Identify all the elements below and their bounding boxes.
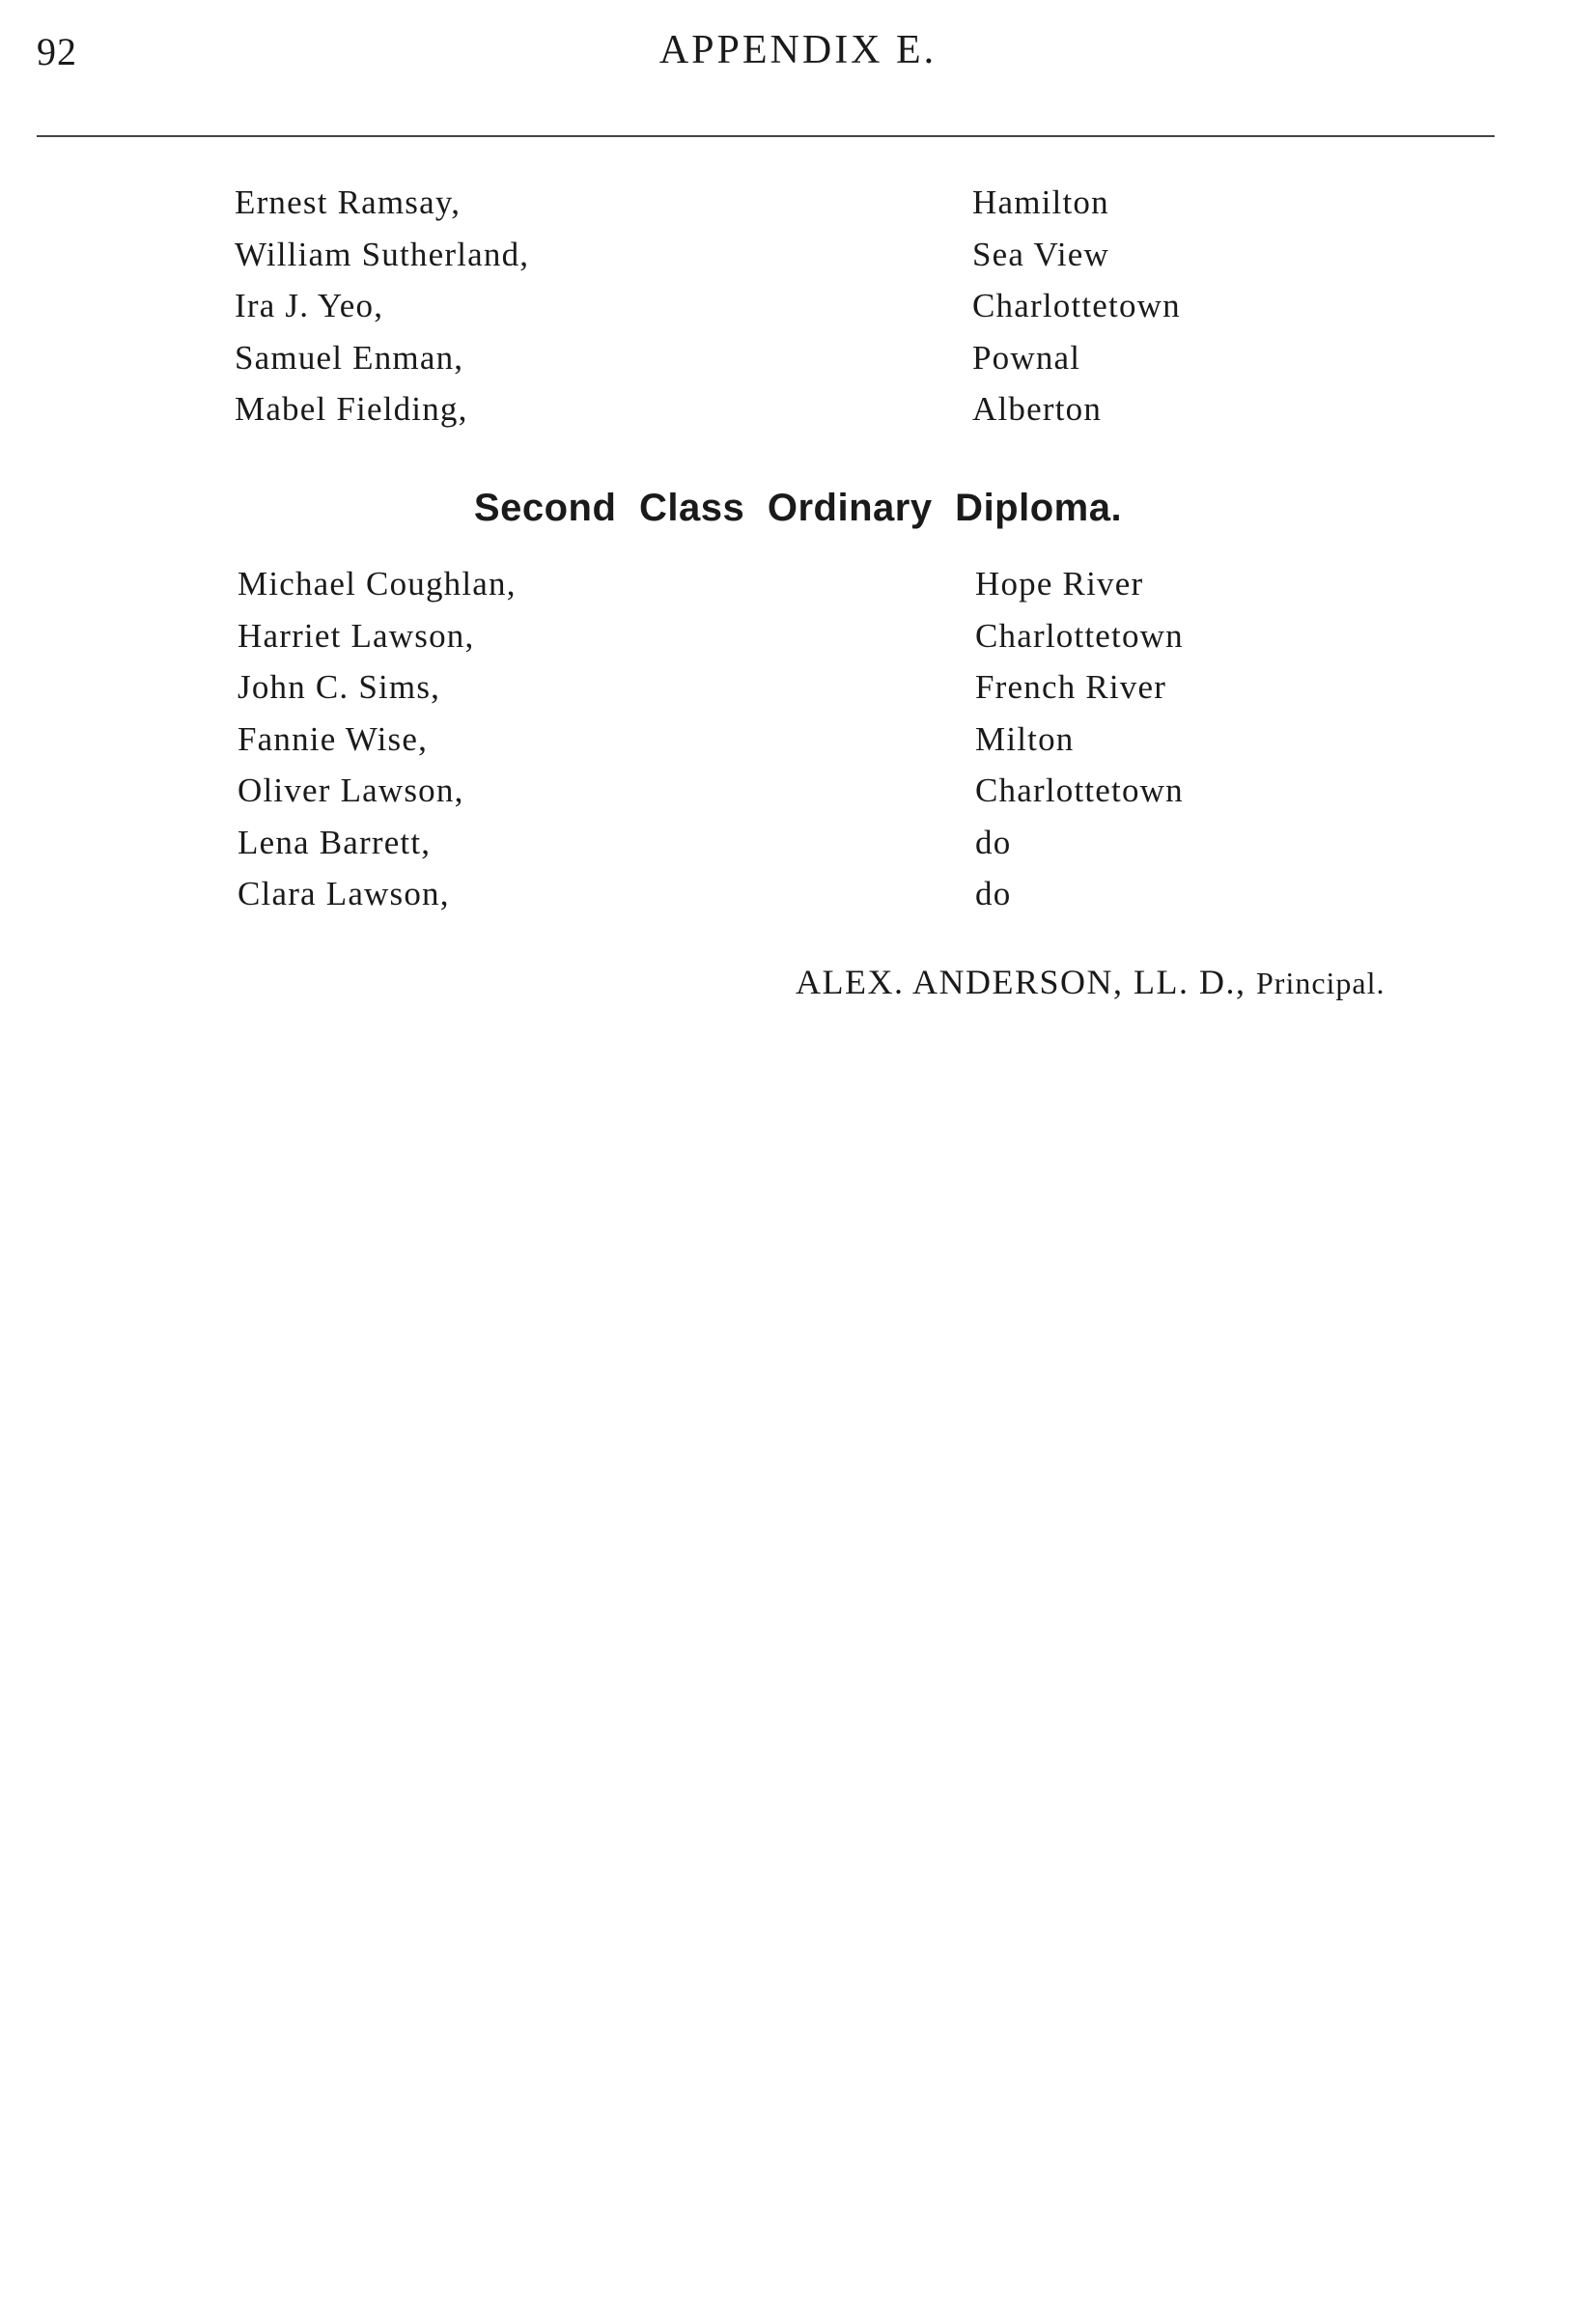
list-item [0, 565, 1596, 617]
list-item [0, 771, 1596, 824]
list-item [0, 668, 1596, 720]
graduate-name: William Sutherland, [235, 235, 530, 273]
list-item [0, 824, 1596, 876]
list-item [0, 287, 1596, 339]
list-item [0, 617, 1596, 669]
list-item [0, 236, 1596, 288]
running-head: APPENDIX E. [658, 28, 938, 72]
graduate-place: Charlottetown [975, 771, 1184, 809]
second-class-diploma-list [0, 565, 1596, 927]
graduate-place: Sea View [972, 235, 1109, 273]
list-item [0, 720, 1596, 772]
section-heading: Second Class Ordinary Diploma. [473, 487, 1123, 529]
list-item [0, 339, 1596, 391]
graduate-name: Clara Lawson, [238, 875, 450, 912]
graduate-name: Harriet Lawson, [238, 616, 475, 655]
graduate-name: John C. Sims, [238, 668, 441, 706]
list-item [0, 390, 1596, 442]
graduate-place: Milton [975, 719, 1075, 758]
signature-line [796, 962, 1386, 1002]
graduate-place: Alberton [972, 390, 1103, 428]
header-rule [37, 135, 1495, 137]
graduate-name: Oliver Lawson, [238, 771, 464, 809]
ditto-mark: do [975, 823, 1012, 861]
graduate-place: Charlottetown [975, 616, 1184, 655]
page-number: 92 [37, 30, 77, 73]
first-diploma-list [0, 183, 1596, 442]
graduate-name: Mabel Fielding, [235, 390, 468, 428]
graduate-name: Fannie Wise, [238, 719, 429, 758]
graduate-place: Hamilton [972, 183, 1109, 221]
graduate-name: Lena Barrett, [238, 823, 432, 861]
list-item [0, 875, 1596, 927]
graduate-place: French River [975, 668, 1167, 706]
graduate-place: Charlottetown [972, 287, 1181, 324]
graduate-name: Michael Coughlan, [238, 565, 517, 603]
graduate-name: Ernest Ramsay, [235, 183, 462, 221]
graduate-name: Ira J. Yeo, [235, 287, 384, 324]
graduate-place: Hope River [975, 565, 1144, 603]
graduate-name: Samuel Enman, [235, 338, 464, 377]
graduate-place: Pownal [972, 338, 1081, 377]
signatory-title: Principal. [1255, 966, 1386, 1000]
signatory-name: ALEX. ANDERSON, LL. D., [796, 963, 1246, 1001]
list-item [0, 183, 1596, 236]
ditto-mark: do [975, 875, 1012, 912]
